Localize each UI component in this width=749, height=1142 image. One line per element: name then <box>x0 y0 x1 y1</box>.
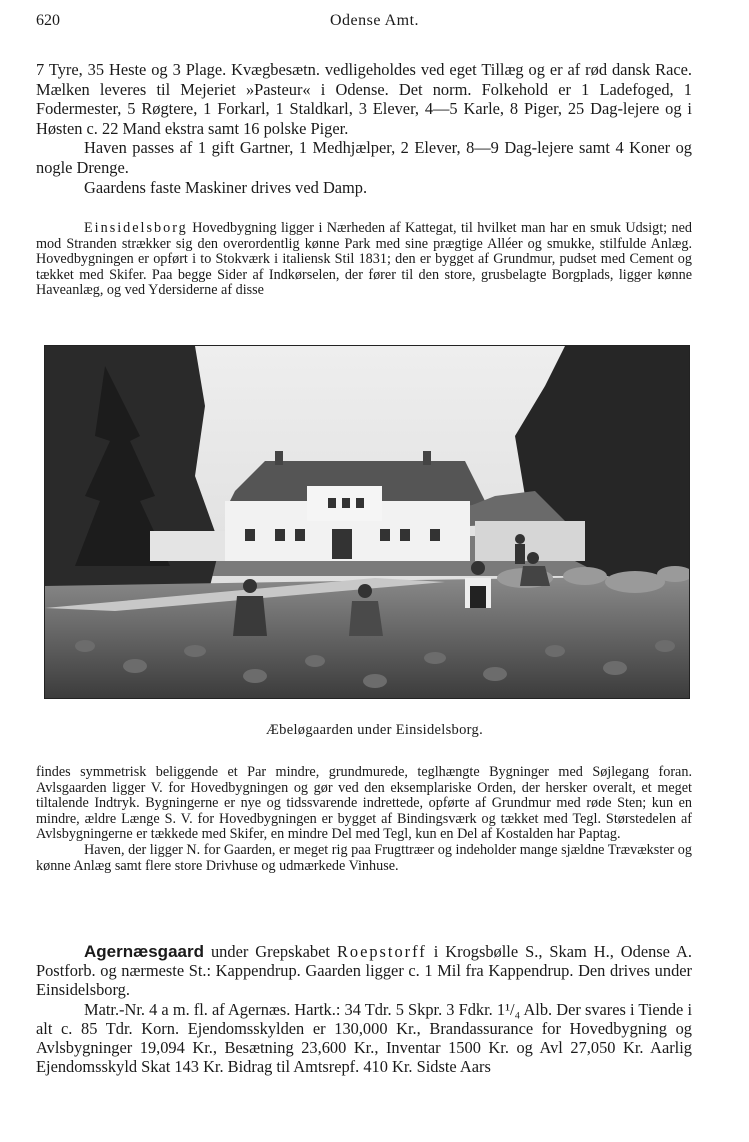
paragraph-einsidelsborg <box>36 221 692 299</box>
text-buildings: findes symmetrisk beliggende et Par mindre, grundmurede, teglhængte Bygninger med Søjlegang foran. Avlsgaarden ligger V. for Hovedbygningen og gør ved den eksemplariske Orden, der hersker overalt, et meget tiltalende Indtryk. Bygningerne er nye og tidssvarende indrettede, opførte af Grundmur med røde Sten; kun en mindre, ældre Længe S. V. for Hovedbygningen er bygget af Bindingsværk og tækket med Tegl. Størstedelen af Avlsbygningerne er tækkede med Skifer, en mindre Del med Tegl, kun en Del af Kostalden har Paptag. <box>36 764 692 843</box>
estate-name: Einsidelsborg <box>84 220 188 236</box>
text-livestock-staff: 7 Tyre, 35 Heste og 3 Plage. Kvægbesætn. vedligeholdes ved eget Tillæg og er af rød dansk Race. Mælken leveres til Mejeriet »Pasteur« i Odense. Det norm. Folkehold er 1 Ladefoged, 1 Fodermester, 5 Røgtere, 1 Forkarl, 1 Staldkarl, 3 Elever, 4—5 Karle, 8 Piger, 25 Dag-lejere og i Høsten c. 22 Mand ekstra samt 16 polske Piger. <box>36 60 692 138</box>
photo-illustration <box>45 346 689 698</box>
entry-details: Matr.-Nr. 4 a m. fl. af Agernæs. Hartk.: 34 Tdr. 5 Skpr. 3 Fdkr. 1¹/₄ Alb. Der svares i Tiende i alt c. 85 Tdr. Korn. Ejendomsskylden er 130,000 Kr., Brandassurance for Hovedbygning og Avlsbygninger 19,094 Kr., Besætning 23,600 Kr., Inventar 1500 Kr. og Avl 27,050 Kr. Aarlig Ejendomsskyld Skat 143 Kr. Bidrag til Amtsrepf. 410 Kr. Sidste Aars <box>36 999 692 1077</box>
entry-intro-a: under Grepskabet <box>210 942 330 961</box>
text-einsidelsborg <box>36 221 692 299</box>
text-garden-staff: Haven passes af 1 gift Gartner, 1 Medhjælper, 2 Elever, 8—9 Dag-lejere samt 4 Koner og nogle Drenge. <box>36 138 692 177</box>
entry-intro <box>36 942 692 1000</box>
text-machines: Gaardens faste Maskiner drives ved Damp. <box>84 177 368 197</box>
estate-description: Hovedbygning ligger i Nærheden af Kattegat, til hvilket man har en smuk Udsigt; ned mod Stranden strækker sig den overordentlig kønne Park med sine prægtige Alléer og smukke, stilfulde Anlæg. Hovedbygningen er opført i to Stokværk i italiensk Stil 1831; den er bygget af Grundmur, pudset med Cement og tækket med Skifer. Paa begge Sider af Indkørselen, der fører til den store, grusbelagte Borgplads, ligger kønne Haveanlæg, og ved Ydersiderne af disse <box>36 220 693 299</box>
paragraph-livestock <box>36 60 692 197</box>
page-number: 620 <box>36 12 60 29</box>
owner-name: Roepstorff <box>336 942 427 961</box>
entry-intro-b: i Krogsbølle S., Skam H., Odense A. Postforb. og nærmeste St.: Kappendrup. Gaarden ligger c. 1 Mil fra Kappendrup. Den drives under Einsidelsborg. <box>36 942 692 1000</box>
farm-name: Agernæsgaard <box>84 942 204 961</box>
photo-caption: Æbeløgaarden under Einsidelsborg. <box>265 722 483 738</box>
farmhouse-photograph <box>44 345 690 699</box>
running-header <box>36 12 713 34</box>
running-title: Odense Amt. <box>329 12 420 29</box>
paragraph-buildings <box>36 765 692 874</box>
text-garden: Haven, der ligger N. for Gaarden, er meget rig paa Frugttræer og indeholder mange sjældne Trævækster og kønne Anlæg samt flere store Drivhuse og udmærkede Vinhuse. <box>36 841 692 874</box>
entry-agernaesgaard <box>36 942 692 1076</box>
